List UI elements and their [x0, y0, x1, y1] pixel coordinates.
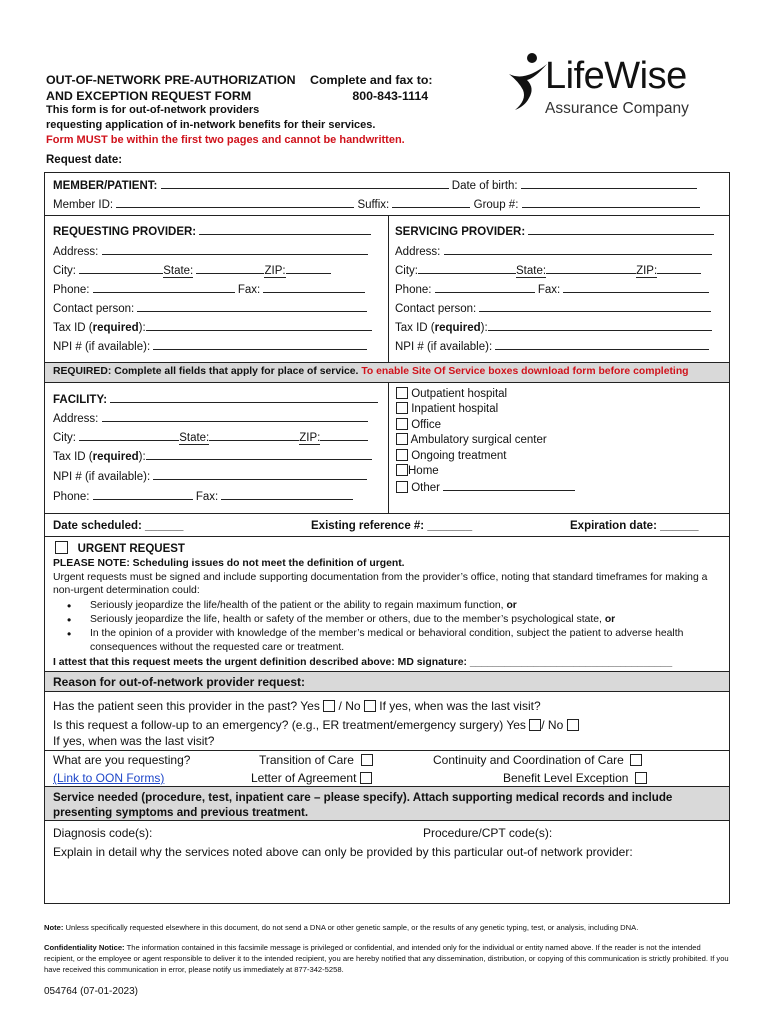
- confidentiality-body: The information contained in this facsimile message is privileged or confidential, and intended only for the individual or entity named above. If the reader is not the intended recipient, or the employee or agent responsible to deliver it to the intended recipient, you are hereby notified that any dissemination, distribution, or copying of this communication is strictly prohibited. If you have received this communication in error, please notify us immediately at 877-342-5258.: [44, 943, 729, 974]
- facility-state-field[interactable]: [209, 430, 299, 441]
- facility-city-label: City:: [53, 432, 76, 444]
- urgent-criterion-1: [45, 599, 725, 613]
- tax-label-pre: Tax ID (: [395, 322, 435, 334]
- urgent-criterion-2: [45, 613, 725, 627]
- pos-other-label: Other: [411, 482, 440, 494]
- requesting-tax-row: [53, 320, 372, 334]
- handwritten-warning: Form MUST be within the first two pages and cannot be handwritten.: [46, 134, 405, 146]
- facility-phone-label: Phone:: [53, 491, 90, 503]
- member-id-field[interactable]: [116, 197, 354, 208]
- servicing-tax-row: [395, 320, 712, 334]
- pos-other-field[interactable]: [443, 480, 575, 491]
- title-line-1: OUT-OF-NETWORK PRE-AUTHORIZATION: [46, 73, 296, 87]
- requesting-contact-label: Contact person:: [53, 303, 135, 315]
- requesting-city-field[interactable]: [79, 263, 163, 274]
- facility-npi-label: NPI # (if available):: [53, 471, 151, 483]
- requesting-phone-field[interactable]: [93, 282, 235, 293]
- pos-office[interactable]: [396, 418, 441, 431]
- member-name-field[interactable]: [161, 178, 449, 189]
- tax-label-pre: Tax ID (: [53, 451, 93, 463]
- requesting-npi-row: [53, 339, 367, 353]
- group-label: Group #:: [473, 199, 519, 211]
- servicing-name-field[interactable]: [528, 224, 714, 235]
- servicing-city-field[interactable]: [418, 263, 516, 274]
- reason-heading: Reason for out-of-network provider request:: [53, 675, 306, 689]
- urgent-request-checkbox[interactable]: [55, 541, 68, 554]
- servicing-heading-row: [395, 224, 714, 238]
- servicing-npi-field[interactable]: [495, 339, 709, 350]
- pos-outpatient-label: Outpatient hospital: [411, 388, 508, 400]
- facility-tax-field[interactable]: [146, 449, 372, 460]
- followup-no-label: / No: [541, 718, 564, 732]
- facility-fax-field[interactable]: [221, 489, 353, 500]
- requesting-state-label: State:: [163, 265, 194, 277]
- fax-block: [310, 72, 433, 104]
- logo-subtitle: Assurance Company: [545, 100, 689, 117]
- servicing-zip-field[interactable]: [657, 263, 701, 274]
- confidentiality-label: Confidentiality Notice:: [44, 943, 125, 952]
- expiration-date[interactable]: Expiration date: ______: [570, 520, 699, 532]
- date-scheduled[interactable]: Date scheduled: ______: [53, 520, 184, 532]
- requesting-question: What are you requesting?: [53, 753, 191, 767]
- enable-text: To enable Site Of Service boxes download form before completing: [361, 366, 689, 377]
- pos-ambulatory[interactable]: [396, 433, 547, 446]
- note-text: [44, 922, 734, 933]
- facility-npi-row: [53, 469, 367, 483]
- reason-bar: [45, 671, 729, 692]
- facility-city-row: [53, 430, 368, 444]
- tax-label-post: ):: [138, 322, 146, 334]
- seen-no-label: / No: [338, 699, 361, 713]
- pos-inpatient-label: Inpatient hospital: [411, 403, 499, 415]
- pos-other[interactable]: [396, 480, 575, 494]
- pos-office-checkbox[interactable]: [396, 418, 408, 430]
- form-title: [46, 72, 296, 104]
- requesting-npi-label: NPI # (if available):: [53, 341, 151, 353]
- servicing-state-label: State:: [516, 265, 547, 277]
- pos-ongoing[interactable]: [396, 449, 506, 462]
- request-date-label: Request date:: [46, 154, 123, 166]
- facility-address-field[interactable]: [102, 411, 368, 422]
- pos-office-label: Office: [411, 419, 442, 431]
- service-heading-line-1: Service needed (procedure, test, inpatient care – please specify). Attach supporting medical records and include: [53, 791, 673, 804]
- fax-label: Complete and fax to:: [310, 73, 433, 87]
- facility-phone-field[interactable]: [93, 489, 193, 500]
- servicing-address-row: [395, 244, 712, 258]
- followup-row: [53, 718, 579, 732]
- urgent-heading: URGENT REQUEST: [77, 543, 185, 555]
- letter-option[interactable]: [251, 771, 372, 785]
- pos-outpatient-checkbox[interactable]: [396, 387, 408, 399]
- pos-ongoing-checkbox[interactable]: [396, 449, 408, 461]
- member-name-row: [53, 178, 697, 192]
- facility-zip-label: ZIP:: [299, 432, 321, 444]
- pos-inpatient-checkbox[interactable]: [396, 402, 408, 414]
- servicing-contact-label: Contact person:: [395, 303, 477, 315]
- intro-line-1: This form is for out-of-network providers: [46, 104, 260, 116]
- logo-wordmark: LifeWise: [545, 55, 687, 97]
- tax-required: required: [92, 322, 139, 334]
- servicing-city-label: City:: [395, 265, 418, 277]
- servicing-npi-row: [395, 339, 709, 353]
- requesting-tax-field[interactable]: [146, 320, 372, 331]
- facility-city-field[interactable]: [79, 430, 179, 441]
- seen-when-label: If yes, when was the last visit?: [379, 699, 541, 713]
- servicing-address-field[interactable]: [444, 244, 712, 255]
- facility-heading-row: [53, 392, 378, 406]
- facility-zip-field[interactable]: [320, 430, 368, 441]
- pos-home[interactable]: [396, 464, 439, 477]
- continuity-label: Continuity and Coordination of Care: [433, 753, 624, 767]
- transition-checkbox[interactable]: [361, 754, 373, 766]
- place-of-service-text: [53, 366, 689, 377]
- lifewise-logo: [505, 52, 720, 124]
- facility-heading: FACILITY:: [53, 394, 108, 406]
- requesting-address-field[interactable]: [102, 244, 368, 255]
- servicing-phone-label: Phone:: [395, 284, 432, 296]
- facility-npi-field[interactable]: [153, 469, 367, 480]
- member-id-label: Member ID:: [53, 199, 114, 211]
- seen-no-checkbox[interactable]: [364, 700, 376, 712]
- servicing-fax-field[interactable]: [563, 282, 709, 293]
- benefit-label: Benefit Level Exception: [503, 771, 629, 785]
- tax-label-post: ):: [138, 451, 146, 463]
- pos-outpatient[interactable]: [396, 387, 507, 400]
- seen-provider-row: [53, 699, 541, 713]
- oon-forms-link[interactable]: (Link to OON Forms): [53, 771, 165, 785]
- intro-line-2: requesting application of in-network benefits for their services.: [46, 119, 376, 131]
- continuity-checkbox[interactable]: [630, 754, 642, 766]
- pos-other-checkbox[interactable]: [396, 481, 408, 493]
- suffix-label: Suffix:: [357, 199, 390, 211]
- servicing-fax-label: Fax:: [537, 284, 561, 296]
- requesting-contact-field[interactable]: [137, 301, 367, 312]
- followup-when-label: If yes, when was the last visit?: [53, 734, 215, 748]
- criterion-or: or: [604, 614, 616, 625]
- criterion-text: Seriously jeopardize the life/health of the patient or the ability to regain maximum function,: [90, 600, 504, 611]
- letter-checkbox[interactable]: [360, 772, 372, 784]
- urgent-note: PLEASE NOTE: Scheduling issues do not meet the definition of urgent.: [53, 558, 405, 569]
- existing-reference[interactable]: Existing reference #: _______: [311, 520, 473, 532]
- followup-question: Is this request a follow-up to an emergency? (e.g., ER treatment/emergency surgery) Yes: [53, 718, 526, 732]
- followup-yes-checkbox[interactable]: [529, 719, 541, 731]
- requesting-city-label: City:: [53, 265, 76, 277]
- requesting-address-label: Address:: [53, 246, 99, 258]
- requesting-npi-field[interactable]: [153, 339, 367, 350]
- pos-ambulatory-label: Ambulatory surgical center: [410, 434, 547, 446]
- facility-address-row: [53, 411, 368, 425]
- requesting-fax-label: Fax:: [237, 284, 261, 296]
- member-heading: MEMBER/PATIENT:: [53, 180, 158, 192]
- tax-label-pre: Tax ID (: [53, 322, 93, 334]
- provider-divider: [388, 215, 389, 362]
- urgent-request-row[interactable]: [55, 541, 185, 555]
- urgent-criteria-list: [45, 599, 725, 655]
- pos-inpatient[interactable]: [396, 402, 498, 415]
- procedure-codes-label[interactable]: Procedure/CPT code(s):: [423, 826, 553, 840]
- divider: [45, 750, 729, 751]
- benefit-option[interactable]: [503, 771, 647, 785]
- seen-question: Has the patient seen this provider in the past? Yes: [53, 699, 320, 713]
- continuity-option[interactable]: [433, 753, 642, 767]
- urgent-criterion-3: [45, 627, 725, 655]
- requesting-heading-row: [53, 224, 371, 238]
- service-heading-line-2: presenting symptoms and previous treatment.: [53, 806, 309, 819]
- confidentiality-notice: [44, 942, 730, 975]
- service-needed-heading: [53, 790, 672, 820]
- note-body: Unless specifically requested elsewhere in this document, do not send a DNA or other genetic sample, or the results of any genetic typing, test, or analysis, including DNA.: [65, 923, 639, 932]
- divider: [45, 215, 729, 216]
- service-needed-bar: [45, 786, 729, 821]
- facility-name-field[interactable]: [110, 392, 378, 403]
- requesting-address-row: [53, 244, 368, 258]
- group-field[interactable]: [522, 197, 700, 208]
- servicing-zip-label: ZIP:: [636, 265, 658, 277]
- md-signature-line[interactable]: I attest that this request meets the urgent definition described above: MD signature: ___________________________________: [53, 657, 673, 668]
- seen-yes-checkbox[interactable]: [323, 700, 335, 712]
- pos-ambulatory-checkbox[interactable]: [396, 433, 408, 445]
- form-code: 054764 (07-01-2023): [44, 986, 138, 997]
- dob-field[interactable]: [521, 178, 697, 189]
- requesting-fax-field[interactable]: [263, 282, 365, 293]
- facility-state-label: State:: [179, 432, 210, 444]
- request-form: [44, 172, 730, 904]
- servicing-state-field[interactable]: [546, 263, 636, 274]
- tax-required: required: [92, 451, 139, 463]
- requesting-state-field[interactable]: [196, 263, 264, 274]
- requesting-name-field[interactable]: [199, 224, 371, 235]
- transition-option[interactable]: [259, 753, 373, 767]
- divider: [45, 513, 729, 514]
- transition-label: Transition of Care: [259, 753, 354, 767]
- facility-fax-label: Fax:: [195, 491, 219, 503]
- requesting-zip-label: ZIP:: [264, 265, 286, 277]
- criterion-text: Seriously jeopardize the life, health or safety of the member or others, due to the member’s psychological state,: [90, 614, 602, 625]
- requesting-heading: REQUESTING PROVIDER:: [53, 226, 197, 238]
- dob-label: Date of birth:: [451, 180, 518, 192]
- intro-text: [46, 103, 405, 148]
- servicing-phone-row: [395, 282, 709, 296]
- title-line-2: AND EXCEPTION REQUEST FORM: [46, 89, 252, 103]
- facility-phone-row: [53, 489, 353, 503]
- fax-number: 800-843-1114: [352, 89, 429, 103]
- servicing-npi-label: NPI # (if available):: [395, 341, 493, 353]
- diagnosis-codes-label[interactable]: Diagnosis code(s):: [53, 826, 153, 840]
- letter-label: Letter of Agreement: [251, 771, 357, 785]
- requesting-phone-label: Phone:: [53, 284, 90, 296]
- requesting-zip-field[interactable]: [286, 263, 331, 274]
- servicing-contact-row: [395, 301, 711, 315]
- facility-tax-row: [53, 449, 372, 463]
- tax-label-post: ):: [480, 322, 488, 334]
- criterion-or: or: [506, 600, 517, 611]
- pos-home-label: Home: [408, 465, 439, 477]
- facility-divider: [388, 383, 389, 513]
- explanation-label[interactable]: Explain in detail why the services noted above can only be provided by this particular out-of network provider:: [53, 845, 633, 859]
- servicing-heading: SERVICING PROVIDER:: [395, 226, 526, 238]
- facility-address-label: Address:: [53, 413, 99, 425]
- requesting-phone-row: [53, 282, 365, 296]
- servicing-contact-field[interactable]: [479, 301, 711, 312]
- member-id-row: [53, 197, 700, 211]
- servicing-city-row: [395, 263, 701, 277]
- divider: [45, 536, 729, 537]
- oon-forms-link-wrap: [53, 771, 164, 785]
- pos-home-checkbox[interactable]: [396, 464, 408, 476]
- place-of-service-bar: [45, 362, 729, 383]
- pos-ongoing-label: Ongoing treatment: [411, 450, 507, 462]
- servicing-phone-field[interactable]: [435, 282, 535, 293]
- tax-required: required: [434, 322, 481, 334]
- servicing-address-label: Address:: [395, 246, 441, 258]
- criterion-text: In the opinion of a provider with knowledge of the member’s medical or behavioral condition, subject the patient to adverse health consequences without the requested care or treatment.: [90, 628, 684, 653]
- requesting-contact-row: [53, 301, 367, 315]
- urgent-paragraph: Urgent requests must be signed and include supporting documentation from the provider’s office, noting that standard timeframes for making a non-urgent determination could:: [53, 572, 708, 596]
- servicing-tax-field[interactable]: [488, 320, 712, 331]
- followup-no-checkbox[interactable]: [567, 719, 579, 731]
- benefit-checkbox[interactable]: [635, 772, 647, 784]
- note-label: Note:: [44, 923, 64, 932]
- suffix-field[interactable]: [392, 197, 470, 208]
- required-text: REQUIRED: Complete all fields that apply for place of service.: [53, 366, 359, 377]
- requesting-city-row: [53, 263, 331, 277]
